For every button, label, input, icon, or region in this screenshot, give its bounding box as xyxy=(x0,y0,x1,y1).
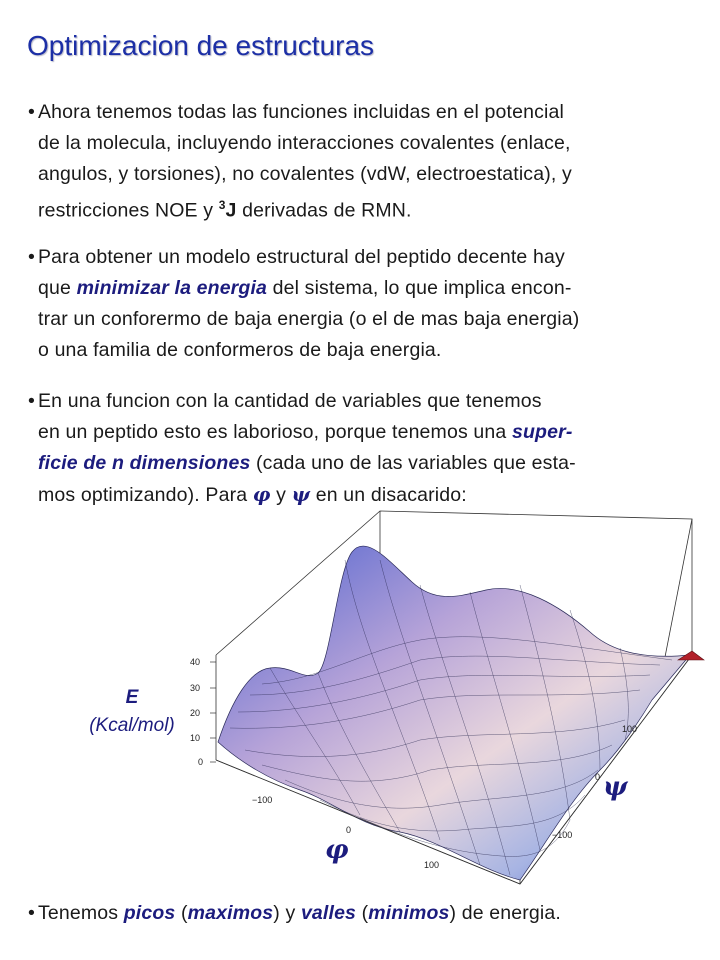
z-tick-0: 0 xyxy=(198,757,204,767)
emphasis-picos: picos xyxy=(123,902,176,924)
psi-axis-label: ψ xyxy=(603,772,628,802)
psi-symbol: ψ xyxy=(291,483,311,506)
superscript-3: 3 xyxy=(218,198,226,212)
emphasis-n-dimensiones: ficie de n dimensiones xyxy=(38,452,251,474)
p3-line-2a: en un peptido esto es laborioso, porque tenemos una xyxy=(38,421,512,443)
p3-line-4y: y xyxy=(270,484,292,506)
bullet: • xyxy=(28,902,35,924)
p1-line-3: angulos, y torsiones), no covalentes (vdW, electroestatica), y xyxy=(38,163,572,185)
p1-line-4a: restricciones NOE y xyxy=(38,199,219,222)
p1-line-2: de la molecula, incluyendo interacciones covalentes (enlace, xyxy=(38,132,571,154)
phi-axis-label: φ xyxy=(325,835,349,865)
p4-text-a: Tenemos xyxy=(38,902,124,924)
phi-tick-0: 0 xyxy=(346,825,352,835)
psi-tick-100: 100 xyxy=(622,724,638,734)
p2-line-4: o una familia de conformeros de baja energia. xyxy=(38,339,442,361)
emphasis-minimos: minimos xyxy=(368,902,450,924)
bullet: • xyxy=(28,101,35,123)
p2-line-1: Para obtener un modelo estructural del peptido decente hay xyxy=(38,246,565,268)
z-tick-20: 20 xyxy=(190,708,201,718)
energy-label: E xyxy=(125,687,139,708)
p1-line-4b: derivadas de RMN. xyxy=(236,199,412,222)
emphasis-valles: valles xyxy=(300,902,357,924)
bullet: • xyxy=(28,246,35,268)
emphasis-minimizar: minimizar la energia xyxy=(76,277,268,299)
p3-line-3b: (cada uno de las variables que esta- xyxy=(250,452,576,474)
z-tick-30: 30 xyxy=(190,683,201,693)
page-title: Optimizacion de estructuras xyxy=(27,30,375,61)
phi-tick-100: 100 xyxy=(424,860,440,870)
p4-text-c: ) y xyxy=(273,902,301,924)
bullet: • xyxy=(28,390,35,412)
emphasis-superficie: super- xyxy=(511,421,573,443)
p2-line-2b: del sistema, lo que implica encon- xyxy=(267,277,572,299)
p2-line-3: trar un conforermo de baja energia (o el de mas baja energia) xyxy=(38,308,580,330)
phi-tick-minus100: −100 xyxy=(252,795,273,805)
z-axis xyxy=(210,662,216,762)
p4-text-b: ( xyxy=(175,902,188,924)
p3-line-1: En una funcion con la cantidad de variables que tenemos xyxy=(38,390,542,412)
psi-tick-minus100: −100 xyxy=(552,830,573,840)
z-axis-label xyxy=(72,684,192,740)
emphasis-maximos: maximos xyxy=(187,902,274,924)
z-tick-10: 10 xyxy=(190,733,201,743)
phi-symbol: φ xyxy=(252,483,271,506)
p4-text-e: ) de energia. xyxy=(449,902,561,924)
p3-line-4b: en un disacarido: xyxy=(310,484,467,506)
energy-surface xyxy=(218,546,690,880)
p1-line-1: Ahora tenemos todas las funciones incluidas en el potencial xyxy=(38,101,564,123)
paragraph-conclusion xyxy=(28,898,700,929)
energy-unit-label: (Kcal/mol) xyxy=(89,715,175,736)
p4-text-d: ( xyxy=(356,902,369,924)
j-coupling: J xyxy=(225,199,237,222)
z-tick-40: 40 xyxy=(190,657,201,667)
p3-line-4a: mos optimizando). Para xyxy=(38,484,253,506)
psi-tick-0: 0 xyxy=(595,772,601,782)
p2-line-2a: que xyxy=(38,277,77,299)
